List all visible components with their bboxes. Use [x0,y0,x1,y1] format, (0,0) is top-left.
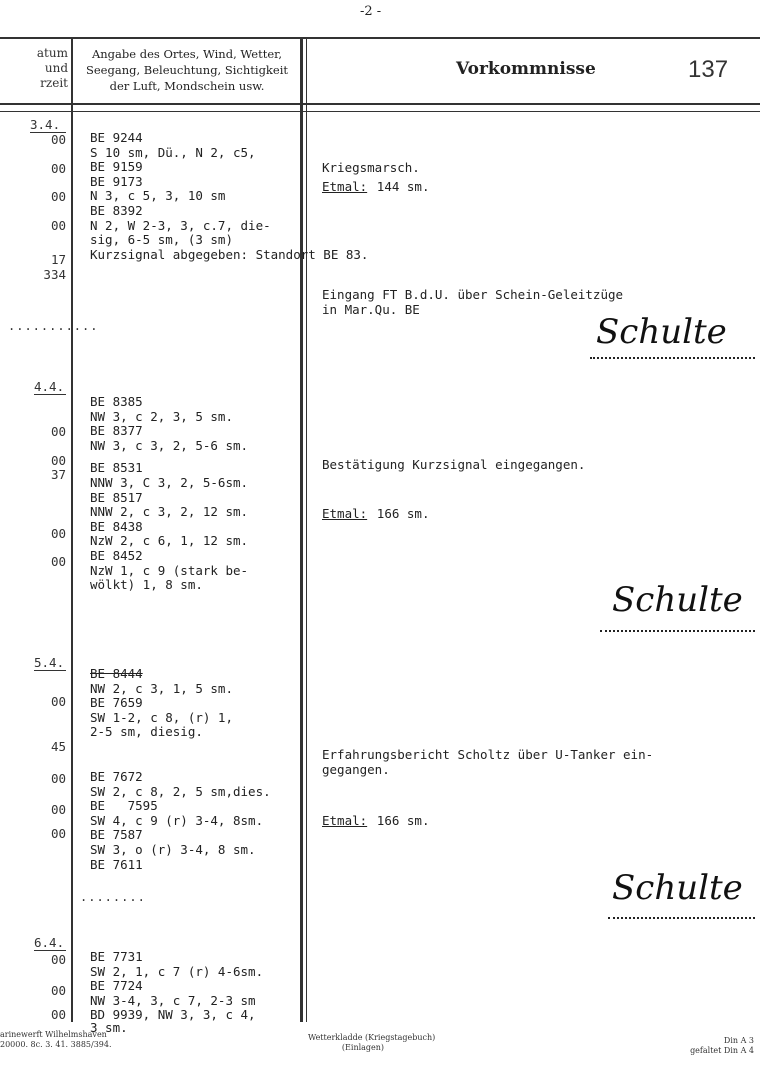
signature: Schulte [596,312,727,352]
place-line: BE 8377 [90,423,143,439]
place-line: BE 7731 [90,949,143,964]
etmal-label: Etmal: [322,179,368,194]
header-date-line: rzeit [40,76,68,90]
footer-center [308,1033,436,1053]
place-line: N 3, c 5, 3, 10 sm [90,188,226,204]
block-date: 4.4. [34,379,65,394]
event-line: in Mar.Qu. BE [322,302,420,317]
time-entry: 00 [50,982,66,998]
column-divider-1 [71,37,73,1022]
header-place-line: Angabe des Ortes, Wind, Wetter, [91,47,283,61]
place-line: NzW 1, c 9 (stark be- [90,562,249,578]
etmal-value: 144 sm. [376,179,430,194]
block-times [36,395,66,570]
time-entry: 00 [50,217,66,233]
signature-rule [600,630,755,632]
signature: Schulte [612,868,743,908]
event-line: Bestätigung Kurzsignal eingegangen. [322,457,586,472]
etmal-value: 166 sm. [376,813,430,828]
signature: Schulte [612,580,743,620]
etmal-label: Etmal: [322,506,368,521]
place-line: BE 7587 [90,827,143,843]
time-entry: 00 [50,801,66,817]
etmal-line [322,503,429,522]
time-entry: 00 [50,189,66,205]
place-line: BE 8438 [90,518,143,534]
header-date-line: und [44,61,68,75]
place-line: BE 9173 [90,173,143,189]
place-line: BE 7672 [90,768,143,784]
time-entry: 00 [50,1007,66,1023]
place-line: SW 3, o (r) 3-4, 8 sm. [90,841,256,857]
etmal-line [322,810,429,829]
block-date: 3.4. [30,117,61,132]
place-line: NzW 2, c 6, 1, 12 sm. [90,533,249,549]
etmal-label: Etmal: [322,813,368,828]
event-line: gegangen. [322,762,390,777]
event-line: Erfahrungsbericht Scholtz über U-Tanker ein- [322,747,654,762]
place-entries [90,667,271,872]
header-place-col [76,46,298,94]
time-entry: 00 [50,826,66,842]
footer-right [660,1036,754,1056]
place-line: BE 9244 [90,130,143,145]
place-line: 3 sm. [90,1019,128,1035]
footer-center-line: Wetterkladde (Kriegstagebuch) [308,1033,436,1042]
time-entry: 17 [50,252,66,268]
block-times [36,951,66,1023]
footer-left [0,1030,112,1050]
header-top-rule [0,37,760,39]
place-line: NW 3, c 2, 3, 5 sm. [90,408,233,424]
place-entries [90,395,248,593]
header-place-line: Seegang, Beleuchtung, Sichtigkeit [85,63,289,77]
place-line: BE 7659 [90,695,143,711]
header-bottom-rule [0,103,760,105]
time-entry: 45 [50,738,66,754]
dotted-separator: ........... [8,319,99,333]
header-date-col [28,46,68,91]
event-line: Eingang FT B.d.U. über Schein-Geleitzüge [322,287,624,302]
place-entries [90,131,368,262]
place-line: NW 3-4, 3, c 7, 2-3 sm [90,992,256,1008]
place-line: SW 2, 1, c 7 (r) 4-6sm. [90,963,264,979]
time-entry: 37 [50,467,66,483]
time-entry: 334 [43,266,66,282]
place-line: NNW 3, C 3, 2, 5-6sm. [90,474,249,490]
time-entry: 00 [50,952,66,967]
etmal-line [322,176,429,195]
place-line: BE 8531 [90,460,143,476]
time-entry: 00 [50,554,66,570]
block-times [36,671,66,842]
footer-right-line: gefaltet Din A 4 [690,1046,754,1055]
place-line: Kurzsignal abgegeben: Standort BE 83. [90,246,369,262]
page-marker: -2 - [360,4,382,19]
place-line: SW 2, c 8, 2, 5 sm,dies. [90,783,271,799]
signature-rule [590,357,755,359]
block-times [36,133,66,283]
event-line: Kriegsmarsch. [322,160,420,175]
time-entry: 00 [50,132,66,147]
footer-left-line: 20000. 8c. 3. 41. 3885/394. [0,1040,112,1049]
place-spacer [90,740,271,770]
time-entry: 00 [50,160,66,176]
time-entry: 00 [50,424,66,439]
place-line: 2-5 sm, diesig. [90,724,203,740]
time-entry: 00 [50,771,66,787]
signature-rule [608,917,755,919]
place-line: BE 7724 [90,978,143,994]
header-place-line: der Luft, Mondschein usw. [109,79,265,93]
place-line: NW 2, c 3, 1, 5 sm. [90,680,233,696]
place-line: SW 4, c 9 (r) 3-4, 8sm. [90,812,264,828]
place-line: sig, 6-5 sm, (3 sm) [90,232,233,248]
place-line: NW 3, c 3, 2, 5-6 sm. [90,437,249,453]
place-line: BE 7595 [90,798,158,814]
time-entry: 00 [50,694,66,709]
block-date: 5.4. [34,655,65,670]
header-events-col: Vorkommnisse [456,59,596,79]
place-line: wölkt) 1, 8 sm. [90,577,203,593]
place-line: BE 8517 [90,489,143,505]
place-line: BE 9159 [90,159,143,175]
time-entry: 00 [50,452,66,468]
place-entries [90,950,263,1033]
place-line: BE 8444 [90,666,143,681]
dotted-separator: ........ [80,890,146,904]
footer-right-line: Din A 3 [723,1036,754,1045]
place-line: S 10 sm, Dü., N 2, c5, [90,144,256,160]
place-line: SW 1-2, c 8, (r) 1, [90,709,233,725]
place-line: BE 8452 [90,547,143,563]
place-line: BE 8392 [90,202,143,218]
place-line: BD 9939, NW 3, 3, c 4, [90,1007,256,1023]
etmal-value: 166 sm. [376,506,430,521]
place-line: BE 8385 [90,394,143,409]
footer-left-line: arinewerft Wilhelmshaven [0,1030,107,1039]
place-line: NNW 2, c 3, 2, 12 sm. [90,504,249,520]
page-number: 137 [688,56,729,83]
header-date-line: atum [36,46,68,60]
header-double-rule [0,111,760,112]
time-entry: 00 [50,525,66,541]
footer-center-line: (Einlagen) [341,1043,385,1052]
block-date: 6.4. [34,935,65,950]
place-line: BE 7611 [90,856,143,872]
place-line: N 2, W 2-3, 3, c.7, die- [90,217,271,233]
